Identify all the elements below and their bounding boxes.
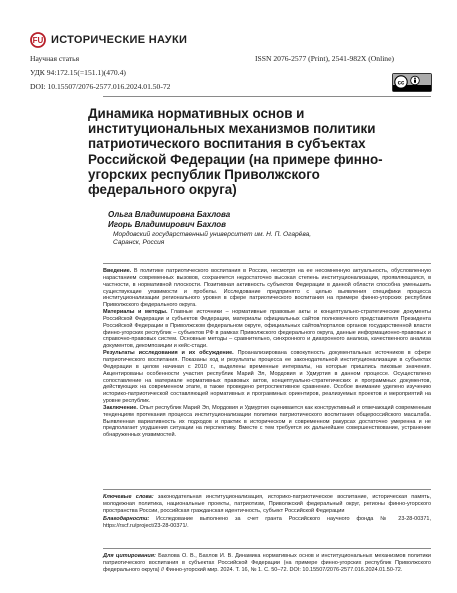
keywords-rule (103, 489, 431, 490)
udc-code: УДК 94:172.15(=151.1)(470.4) (30, 68, 126, 77)
abstract-introduction: Введение. В политике патриотического воспитания в России, несмотря на ее несомненную актуальность, обусловленную нарастанием современных вызовов, сохраняется недостаточно высокая степень институционализации, проявляющаяся, в частности, в нормативной плоскости. Позитивная активность субъектов Федерации в данной области способна уменьшить существующие уязвимости и пробелы. Исследование предпринято с целью выявления специфики процесса институционализации регионального уровня в сфере патриотического воспитания на примере финно-угорских республик Приволжского федерального округа. (103, 268, 431, 309)
keywords-block (103, 494, 431, 531)
citation-rule (103, 548, 431, 549)
abstract-conclusion: Заключение. Опыт республик Марий Эл, Мордовия и Удмуртия оценивается как конструктивный и отвечающий современным тенденциям протекания процесса институционализации политики патриотического воспитания общероссийского масштаба. Выявленная вариативность их подходов и практик в историческом и современном ракурсах достаточно умеренна и не предполагает ухудшения ситуации на перспективу. Вместе с тем требуется их дальнейшее совершенствование, устранение обнаруженных уязвимостей. (103, 404, 431, 439)
abstract-top-rule (103, 263, 431, 264)
affiliation-block (113, 231, 311, 247)
cc-text: cc (397, 80, 405, 87)
abstract-methods: Материалы и методы. Главные источники – нормативные правовые акты и концептуально-стратегические документы Российской Федерации и субъектов Федерации, материалы официальных сайтов полномочного представителя Президента Российской Федерации в Приволжском федеральном округе, официальных сайтов/порталов органов государственной власти финно-угорских республик – субъектов РФ в рамках Приволжского федерального округа, данные информационно-правовых и справочно-правовых систем. Основные методы – сравнительно, синхронного и диахронного анализа, качественного анализа документов, декомпозиции и кейс-стади. (103, 309, 432, 350)
journal-logo (30, 32, 46, 48)
abstract-results: Результаты исследования и их обсуждение. Проанализирована совокупность документальных источников в сфере патриотического воспитания. Показаны ход и результаты процесса ее законодательной институционализации в субъектах Федерации в целом начиная с 2010 г., выделены временные интервалы, на которые пришлись пиковые значения. Акцентированы особенности участия республик Марий Эл, Мордовия и Удмуртия в данном процессе. Осуществлено сопоставление на материале нормативных правовых актов, концептуально-стратегических и программных документов, действующих на современном этапе, в также проведено ретроспективное сравнение. Особое внимание уделено изучению историко-патриотической составляющей нормативных и программных ориентиров, реализуемых проектов и мероприятий на уровне республик. (103, 350, 431, 405)
article-type: Научная статья (30, 54, 80, 63)
svg-text:FU: FU (32, 36, 44, 46)
citation-block (103, 553, 431, 574)
author-name: Ольга Владимировна Бахлова (108, 210, 231, 219)
author-name: Игорь Владимирович Бахлов (108, 219, 226, 229)
authors-block (108, 210, 230, 229)
issn: ISSN 2076-2577 (Print), 2541-982X (Online) (255, 54, 394, 63)
affiliation-city: Саранск, Россия (113, 239, 165, 246)
cc-license-badge[interactable] (392, 73, 432, 92)
funding: Благодарности: Исследование выполнено за счет гранта Российского научного фонда № 23-28-00371, https://rscf.ru/project/23-28-00371/. (103, 516, 431, 529)
abstract (103, 268, 431, 439)
citation: Для цитирования: Бахлова О. В., Бахлов И. В. Динамика нормативных основ и институциональных механизмов политики патриотического воспитания в субъектах Российской Федерации (на примере финно-угорских республик Приволжского федерального округа) // Финно-угорский мир. 2024. Т. 16, № 1. С. 50–72. DOI: 10.15507/2076-2577.016.2024.01.50-72. (103, 553, 432, 573)
header-rule (103, 96, 431, 97)
keywords: Ключевые слова: законодательная институционализация, историко-патриотическое воспитание, историческая память, молодежная политика, национальные проекты, патриотизм, Приволжский федеральный округ, регионы финно-угорского пространства России, российская гражданская идентичность, субъект Российской Федерации (103, 494, 431, 514)
cc-license-icon (393, 74, 431, 91)
journal-section-title: ИСТОРИЧЕСКИЕ НАУКИ (51, 34, 188, 46)
article-title: Динамика нормативных основ и институциональных механизмов политики патриотического воспитания в субъектах Российской Федерации (на примере финно-угорских республик Приволжского федерального округа) (88, 106, 383, 198)
affiliation: Мордовский государственный университет им. Н. П. Огарёва, (113, 231, 312, 238)
doi[interactable]: DOI: 10.15507/2076-2577.016.2024.01.50-72 (30, 82, 171, 91)
